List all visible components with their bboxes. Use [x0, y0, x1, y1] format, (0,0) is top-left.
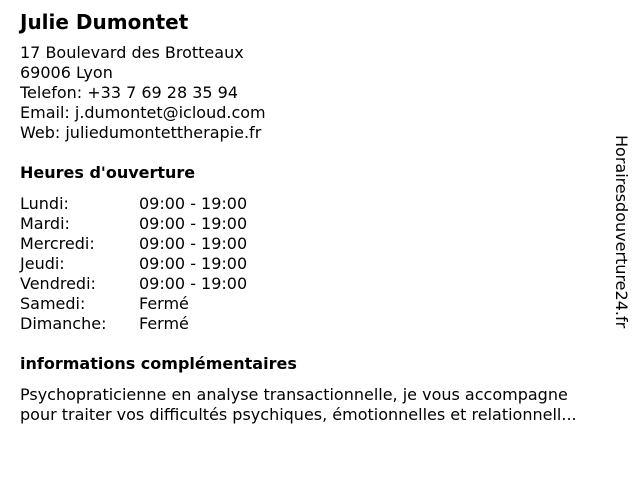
hours-row: [20, 274, 320, 294]
hours-value: Fermé: [139, 294, 189, 313]
hours-value: 09:00 - 19:00: [139, 274, 248, 293]
hours-value: Fermé: [139, 314, 189, 333]
hours-row: [20, 294, 320, 314]
day-label: Vendredi:: [20, 274, 96, 293]
hours-row: [20, 194, 320, 214]
street-address: 17 Boulevard des Brotteaux: [20, 43, 244, 62]
contact-block: [20, 43, 266, 143]
description-line: Psychopraticienne en analyse transactionnelle, je vous accompagne: [20, 385, 568, 404]
hours-value: 09:00 - 19:00: [139, 234, 248, 253]
day-label: Mercredi:: [20, 234, 95, 253]
website-line: Web: juliedumontettherapie.fr: [20, 123, 262, 142]
description-text: [20, 385, 630, 425]
phone-line: Telefon: +33 7 69 28 35 94: [20, 83, 239, 102]
hours-row: [20, 234, 320, 254]
opening-hours-heading: Heures d'ouverture: [20, 163, 196, 182]
day-label: Samedi:: [20, 294, 86, 313]
business-name: Julie Dumontet: [20, 10, 189, 34]
brand-watermark: Horairesdouverture24.fr: [612, 135, 631, 329]
hours-row: [20, 254, 320, 274]
email-line: Email: j.dumontet@icloud.com: [20, 103, 266, 122]
description-line: pour traiter vos difficultés psychiques, émotionnelles et relationnell...: [20, 405, 577, 424]
city-line: 69006 Lyon: [20, 63, 113, 82]
day-label: Dimanche:: [20, 314, 107, 333]
hours-value: 09:00 - 19:00: [139, 214, 248, 233]
additional-info-heading: informations complémentaires: [20, 354, 297, 373]
hours-value: 09:00 - 19:00: [139, 194, 248, 213]
hours-value: 09:00 - 19:00: [139, 254, 248, 273]
hours-row: [20, 314, 320, 334]
day-label: Mardi:: [20, 214, 70, 233]
day-label: Lundi:: [20, 194, 69, 213]
opening-hours-table: [20, 194, 320, 334]
hours-row: [20, 214, 320, 234]
day-label: Jeudi:: [20, 254, 65, 273]
